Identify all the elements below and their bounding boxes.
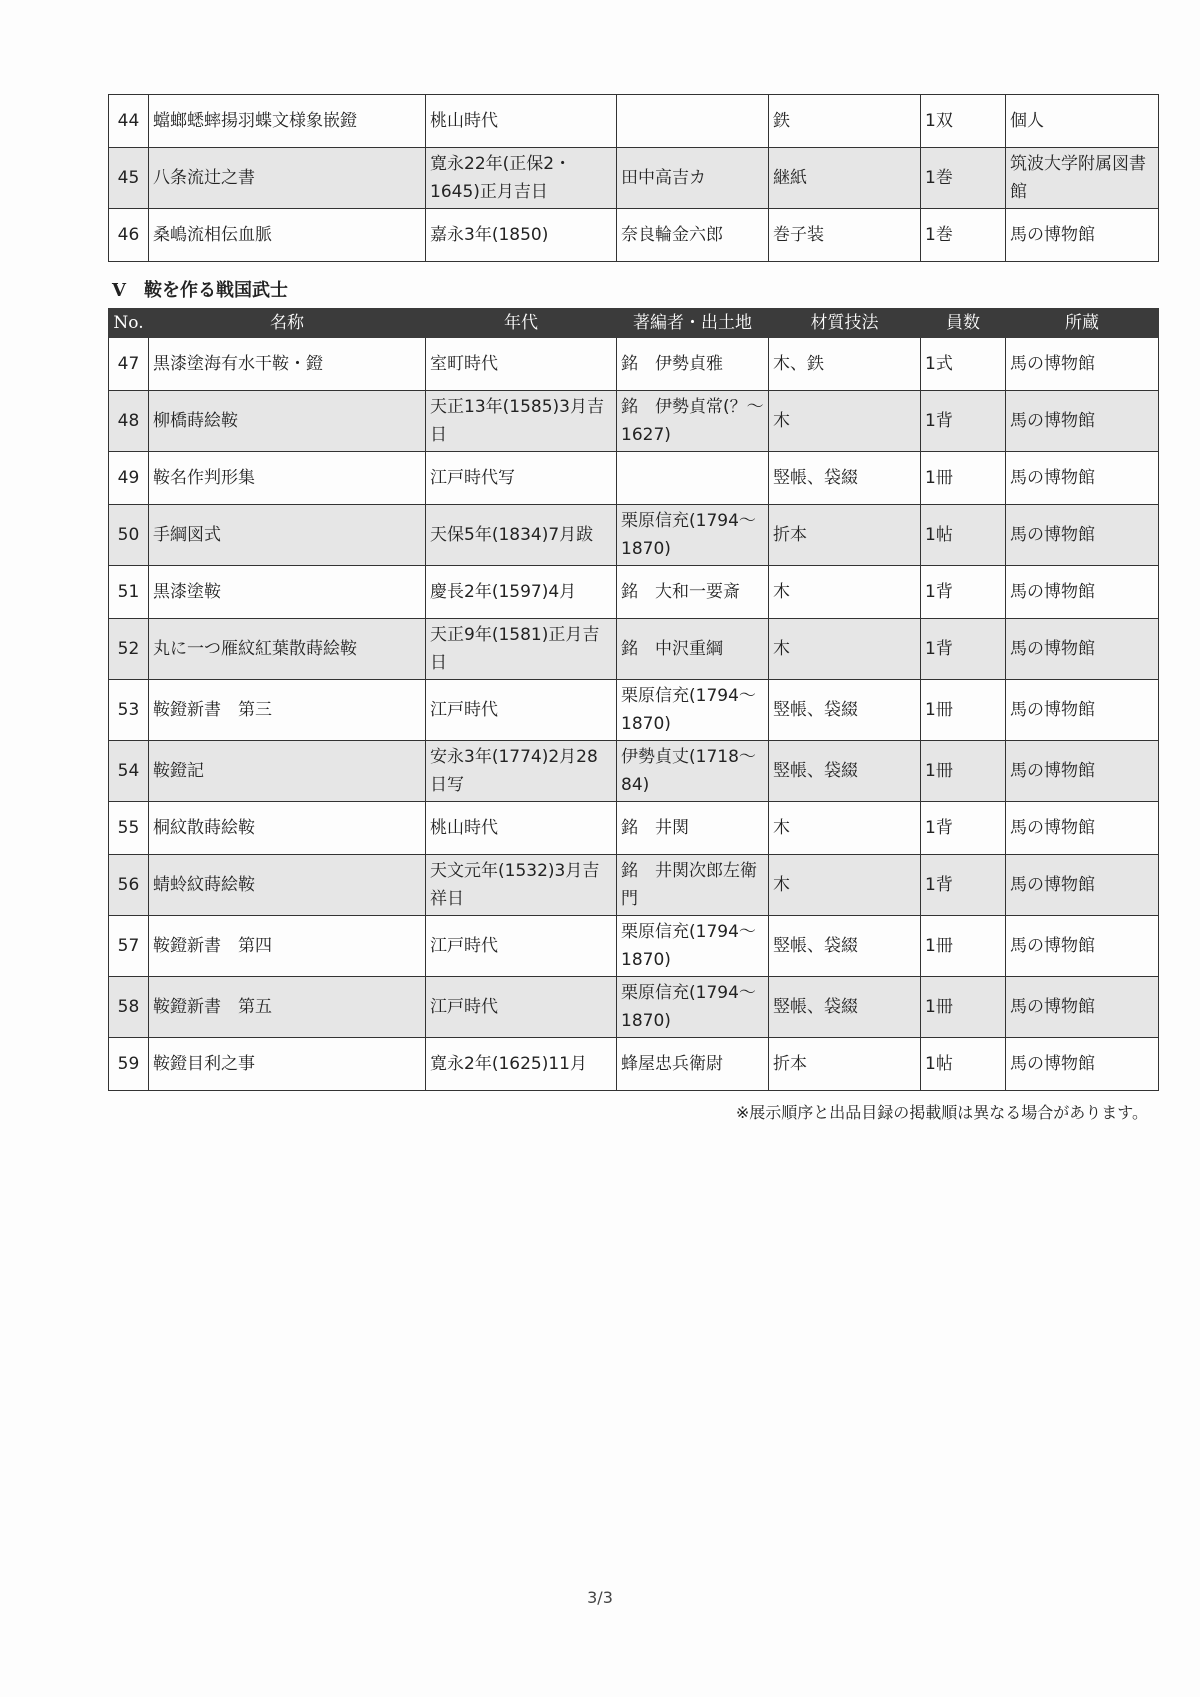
table-row	[109, 452, 1159, 505]
cell-era: 江戸時代写	[426, 452, 617, 505]
table-row	[109, 95, 1159, 148]
cell-owner: 馬の博物館	[1006, 680, 1159, 741]
cell-material: 竪帳、袋綴	[769, 916, 921, 977]
cell-era: 安永3年(1774)2月28日写	[426, 741, 617, 802]
header-owner: 所蔵	[1006, 309, 1159, 338]
cell-count: 1背	[921, 855, 1006, 916]
table-row	[109, 391, 1159, 452]
cell-name: 手綱図式	[149, 505, 426, 566]
table-row	[109, 148, 1159, 209]
cell-owner: 馬の博物館	[1006, 1038, 1159, 1091]
cell-era: 江戸時代	[426, 977, 617, 1038]
cell-era: 寛永22年(正保2・1645)正月吉日	[426, 148, 617, 209]
cell-name: 八条流辻之書	[149, 148, 426, 209]
cell-count: 1帖	[921, 1038, 1006, 1091]
cell-no: 58	[109, 977, 149, 1038]
cell-era: 天正13年(1585)3月吉日	[426, 391, 617, 452]
cell-count: 1冊	[921, 741, 1006, 802]
cell-count: 1式	[921, 338, 1006, 391]
cell-count: 1冊	[921, 977, 1006, 1038]
cell-author: 蜂屋忠兵衛尉	[617, 1038, 769, 1091]
cell-era: 寛永2年(1625)11月	[426, 1038, 617, 1091]
table-row	[109, 1038, 1159, 1091]
cell-owner: 馬の博物館	[1006, 977, 1159, 1038]
cell-author: 銘 伊勢貞常(？～1627)	[617, 391, 769, 452]
cell-count: 1背	[921, 802, 1006, 855]
cell-author: 奈良輪金六郎	[617, 209, 769, 262]
cell-owner: 馬の博物館	[1006, 802, 1159, 855]
cell-no: 49	[109, 452, 149, 505]
cell-name: 柳橋蒔絵鞍	[149, 391, 426, 452]
cell-owner: 個人	[1006, 95, 1159, 148]
cell-owner: 筑波大学附属図書館	[1006, 148, 1159, 209]
cell-no: 44	[109, 95, 149, 148]
cell-era: 江戸時代	[426, 916, 617, 977]
header-name: 名称	[149, 309, 426, 338]
section-title: V 鞍を作る戦国武士	[112, 280, 288, 301]
cell-no: 56	[109, 855, 149, 916]
cell-count: 1巻	[921, 148, 1006, 209]
cell-name: 桑嶋流相伝血脈	[149, 209, 426, 262]
table-header-row	[109, 309, 1159, 338]
cell-material: 木	[769, 619, 921, 680]
table-row	[109, 566, 1159, 619]
cell-owner: 馬の博物館	[1006, 209, 1159, 262]
cell-owner: 馬の博物館	[1006, 505, 1159, 566]
cell-author: 銘 大和一要斎	[617, 566, 769, 619]
cell-author: 栗原信充(1794～1870)	[617, 680, 769, 741]
cell-name: 鞍鐙記	[149, 741, 426, 802]
display-order-note: ※展示順序と出品目録の掲載順は異なる場合があります。	[735, 1103, 1148, 1122]
cell-author	[617, 452, 769, 505]
cell-author: 田中高吉カ	[617, 148, 769, 209]
cell-name: 丸に一つ雁紋紅葉散蒔絵鞍	[149, 619, 426, 680]
table-row	[109, 619, 1159, 680]
cell-name: 鞍鐙新書 第三	[149, 680, 426, 741]
cell-material: 鉄	[769, 95, 921, 148]
cell-owner: 馬の博物館	[1006, 619, 1159, 680]
cell-owner: 馬の博物館	[1006, 338, 1159, 391]
cell-material: 折本	[769, 1038, 921, 1091]
cell-material: 竪帳、袋綴	[769, 741, 921, 802]
cell-material: 木	[769, 391, 921, 452]
page-number: 3/3	[587, 1588, 613, 1607]
cell-count: 1冊	[921, 916, 1006, 977]
cell-author: 銘 伊勢貞雅	[617, 338, 769, 391]
cell-owner: 馬の博物館	[1006, 741, 1159, 802]
cell-count: 1巻	[921, 209, 1006, 262]
cell-no: 48	[109, 391, 149, 452]
cell-owner: 馬の博物館	[1006, 391, 1159, 452]
cell-no: 53	[109, 680, 149, 741]
cell-name: 鞍名作判形集	[149, 452, 426, 505]
cell-era: 慶長2年(1597)4月	[426, 566, 617, 619]
cell-no: 46	[109, 209, 149, 262]
cell-owner: 馬の博物館	[1006, 452, 1159, 505]
cell-name: 鞍鐙新書 第四	[149, 916, 426, 977]
cell-author: 銘 井関	[617, 802, 769, 855]
cell-name: 黒漆塗鞍	[149, 566, 426, 619]
table-row	[109, 916, 1159, 977]
cell-count: 1帖	[921, 505, 1006, 566]
cell-material: 竪帳、袋綴	[769, 680, 921, 741]
cell-count: 1双	[921, 95, 1006, 148]
cell-material: 竪帳、袋綴	[769, 452, 921, 505]
cell-author: 銘 中沢重綱	[617, 619, 769, 680]
catalog-table-continued	[108, 94, 1159, 262]
header-no: No.	[109, 309, 149, 338]
table-row	[109, 338, 1159, 391]
cell-material: 木	[769, 802, 921, 855]
cell-no: 55	[109, 802, 149, 855]
table-row	[109, 209, 1159, 262]
cell-name: 鞍鐙目利之事	[149, 1038, 426, 1091]
cell-era: 天保5年(1834)7月跋	[426, 505, 617, 566]
cell-name: 鞍鐙新書 第五	[149, 977, 426, 1038]
cell-era: 天文元年(1532)3月吉祥日	[426, 855, 617, 916]
table-row	[109, 680, 1159, 741]
cell-author: 銘 井関次郎左衛門	[617, 855, 769, 916]
cell-owner: 馬の博物館	[1006, 855, 1159, 916]
cell-author: 栗原信充(1794～1870)	[617, 977, 769, 1038]
cell-author: 栗原信充(1794～1870)	[617, 505, 769, 566]
cell-count: 1背	[921, 619, 1006, 680]
header-author: 著編者・出土地	[617, 309, 769, 338]
table-row	[109, 802, 1159, 855]
cell-era: 桃山時代	[426, 95, 617, 148]
header-material: 材質技法	[769, 309, 921, 338]
cell-no: 50	[109, 505, 149, 566]
cell-no: 52	[109, 619, 149, 680]
table-row	[109, 977, 1159, 1038]
cell-count: 1冊	[921, 680, 1006, 741]
cell-no: 45	[109, 148, 149, 209]
cell-material: 竪帳、袋綴	[769, 977, 921, 1038]
table-row	[109, 505, 1159, 566]
cell-owner: 馬の博物館	[1006, 566, 1159, 619]
header-era: 年代	[426, 309, 617, 338]
cell-material: 木	[769, 855, 921, 916]
header-count: 員数	[921, 309, 1006, 338]
table-row	[109, 741, 1159, 802]
cell-material: 木	[769, 566, 921, 619]
cell-era: 江戸時代	[426, 680, 617, 741]
cell-name: 蟷螂蟋蟀揚羽蝶文様象嵌鐙	[149, 95, 426, 148]
cell-era: 桃山時代	[426, 802, 617, 855]
cell-count: 1背	[921, 391, 1006, 452]
cell-author: 栗原信充(1794～1870)	[617, 916, 769, 977]
cell-material: 木、鉄	[769, 338, 921, 391]
cell-author	[617, 95, 769, 148]
cell-era: 天正9年(1581)正月吉日	[426, 619, 617, 680]
catalog-table-section-v	[108, 308, 1159, 1091]
cell-material: 巻子装	[769, 209, 921, 262]
table-row	[109, 855, 1159, 916]
cell-material: 継紙	[769, 148, 921, 209]
cell-count: 1冊	[921, 452, 1006, 505]
cell-no: 47	[109, 338, 149, 391]
cell-era: 嘉永3年(1850)	[426, 209, 617, 262]
cell-count: 1背	[921, 566, 1006, 619]
cell-material: 折本	[769, 505, 921, 566]
cell-name: 黒漆塗海有水干鞍・鐙	[149, 338, 426, 391]
cell-name: 蜻蛉紋蒔絵鞍	[149, 855, 426, 916]
cell-owner: 馬の博物館	[1006, 916, 1159, 977]
cell-no: 57	[109, 916, 149, 977]
cell-author: 伊勢貞丈(1718～84)	[617, 741, 769, 802]
cell-no: 59	[109, 1038, 149, 1091]
cell-name: 桐紋散蒔絵鞍	[149, 802, 426, 855]
cell-no: 51	[109, 566, 149, 619]
cell-era: 室町時代	[426, 338, 617, 391]
cell-no: 54	[109, 741, 149, 802]
